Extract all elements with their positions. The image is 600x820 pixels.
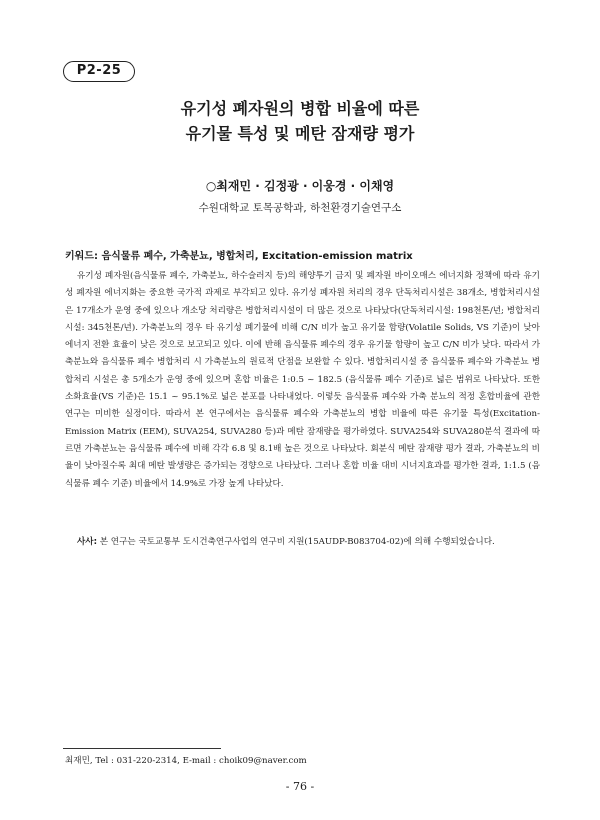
session-code-badge: P2-25 xyxy=(63,61,135,82)
acknowledgment-text: 본 연구는 국토교통부 도시건축연구사업의 연구비 지원(15AUDP-B083704-02)에 의해 수행되었습니다. xyxy=(97,537,495,547)
affiliation: 수원대학교 토목공학과, 하천환경기술연구소 xyxy=(198,202,402,214)
acknowledgment xyxy=(65,535,545,547)
keywords: 키워드: 음식물류 폐수, 가축분뇨, 병합처리, Excitation-emission matrix xyxy=(65,251,413,262)
acknowledgment-label: 사사: xyxy=(77,537,98,547)
page-number: - 76 - xyxy=(285,780,315,793)
paper-title-line2: 유기물 특성 및 메탄 잠재량 평가 xyxy=(185,124,415,143)
paper-title-line1: 유기성 폐자원의 병합 비율에 따른 xyxy=(180,99,420,118)
abstract-body: 유기성 폐자원(음식물류 폐수, 가축분뇨, 하수슬러지 등)의 해양투기 금지 및 폐자원 바이오매스 에너지화 정책에 따라 유기성 폐자원 에너지화는 중요한 국가적 과제로 부각되고 있다. 유기성 폐자원 처리의 경우 단독처리시설은 38개소, 병합처리시설은 17개소가 운영 중에 있으나 개소당 처리량은 병합처리시설이 더 많은 것으로 나타났다(단독처리시설: 198천톤/년; 병합처리시설: 345천톤/년). 가축분뇨의 경우 타 유기성 폐기물에 비해 C/N 비가 높고 유기물 함량(Volatile Solids, VS 기준)이 낮아 에너지 전환 효율이 낮은 것으로 보고되고 있다. 이에 반해 음식물류 폐수의 경우 유기물 함량이 높고 C/N 비가 낮다. 따라서 가축분뇨와 음식물류 폐수 병합처리 시 가축분뇨의 원료적 단점을 보완할 수 있다. 병합처리시설 중 음식물류 폐수와 가축분뇨 병합처리 시설은 총 5개소가 운영 중에 있으며 혼합 비율은 1:0.5 ~ 182.5 (음식물류 폐수 기준)로 넓은 범위로 나타났다. 또한 소화효율(VS 기준)은 15.1 ~ 95.1%로 넓은 분포를 나타내었다. 이렇듯 음식물류 폐수와 가축 분뇨의 적정 혼합비율에 관한 연구는 미비한 실정이다. 따라서 본 연구에서는 음식물류 폐수와 가축분뇨의 병합 비율에 따른 유기물 특성(Excitation-Emission Matrix (EEM), SUVA254, SUVA280 등)과 메탄 잠재량을 평가하였다. SUVA254와 SUVA280분석 결과에 따르면 가축분뇨는 음식물류 폐수에 비해 각각 6.8 및 8.1배 높은 것으로 나타났다. 회분식 메탄 잠재량 평가 결과, 가축분뇨의 비율이 낮아질수록 최대 메탄 발생량은 증가되는 경향으로 나타났다. 그러나 혼합 비율 대비 시너지효과를 평가한 결과, 1:1.5 (음식물류 폐수 기준) 비율에서 14.9%로 가장 높게 나타났다. xyxy=(65,271,540,489)
author-list: ○최재민 · 김정광 · 이웅경 · 이채영 xyxy=(205,179,395,193)
footnote-contact: 최재민, Tel : 031-220-2314, E-mail : choik09@naver.com xyxy=(65,756,307,766)
footnote-divider xyxy=(63,748,221,749)
